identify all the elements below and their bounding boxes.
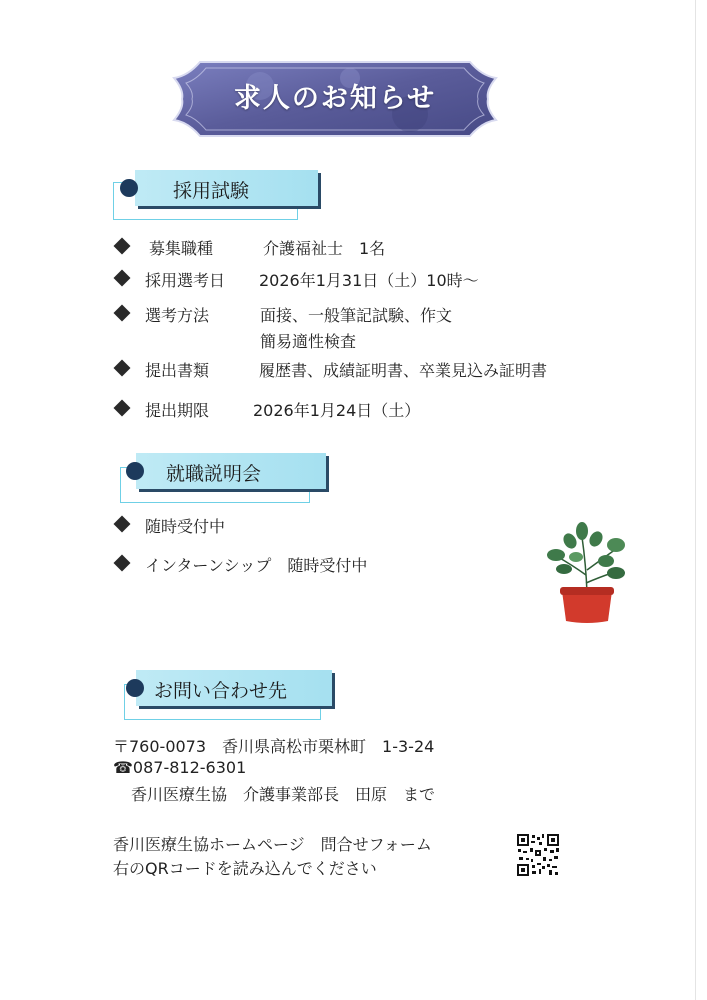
item-value: 2026年1月31日（土）10時～ [259,271,479,290]
item-label: 提出書類 [145,361,210,380]
item-label: 提出期限 [145,401,210,420]
qr-code[interactable] [516,833,560,877]
item-value: 面接、一般筆記試験、作文 [260,306,453,325]
item-label: 募集職種 [149,239,214,258]
item-value-line2: 簡易適性検査 [260,332,357,351]
diamond-bullet-icon [114,270,131,287]
web-instruction-line2: 右のQRコードを読み込んでください [113,859,377,878]
item-value: 2026年1月24日（土） [253,401,421,420]
section-dot-icon [126,462,144,480]
contact-phone: ☎087-812-6301 [113,758,247,777]
page-title: 求人のお知らせ [233,83,437,114]
section-heading: お問い合わせ先 [154,680,288,702]
plant-illustration [542,515,632,629]
diamond-bullet-icon [114,360,131,377]
diamond-bullet-icon [114,516,131,533]
contact-person: 香川医療生協 介護事業部長 田原 まで [131,785,436,804]
diamond-bullet-icon [114,238,131,255]
page-edge-line [695,0,696,1000]
item-label: 選考方法 [145,306,210,325]
web-instruction-line1: 香川医療生協ホームページ 問合せフォーム [113,835,432,854]
diamond-bullet-icon [114,555,131,572]
contact-address: 〒760-0073 香川県高松市栗林町 1-3-24 [113,737,435,756]
diamond-bullet-icon [114,400,131,417]
diamond-bullet-icon [114,305,131,322]
title-banner [170,56,500,142]
section-dot-icon [120,179,138,197]
section-header-contact [120,670,345,722]
item-value: 介護福祉士 1名 [263,239,386,258]
item-value: 履歴書、成績証明書、卒業見込み証明書 [259,361,548,380]
item-text: インターンシップ 随時受付中 [145,556,368,575]
item-text: 随時受付中 [145,517,226,536]
section-heading: 採用試験 [173,180,250,202]
section-header-exam [113,170,328,222]
section-heading: 就職説明会 [166,463,262,485]
section-header-briefing [120,453,335,505]
item-label: 採用選考日 [145,271,226,290]
section-dot-icon [126,679,144,697]
